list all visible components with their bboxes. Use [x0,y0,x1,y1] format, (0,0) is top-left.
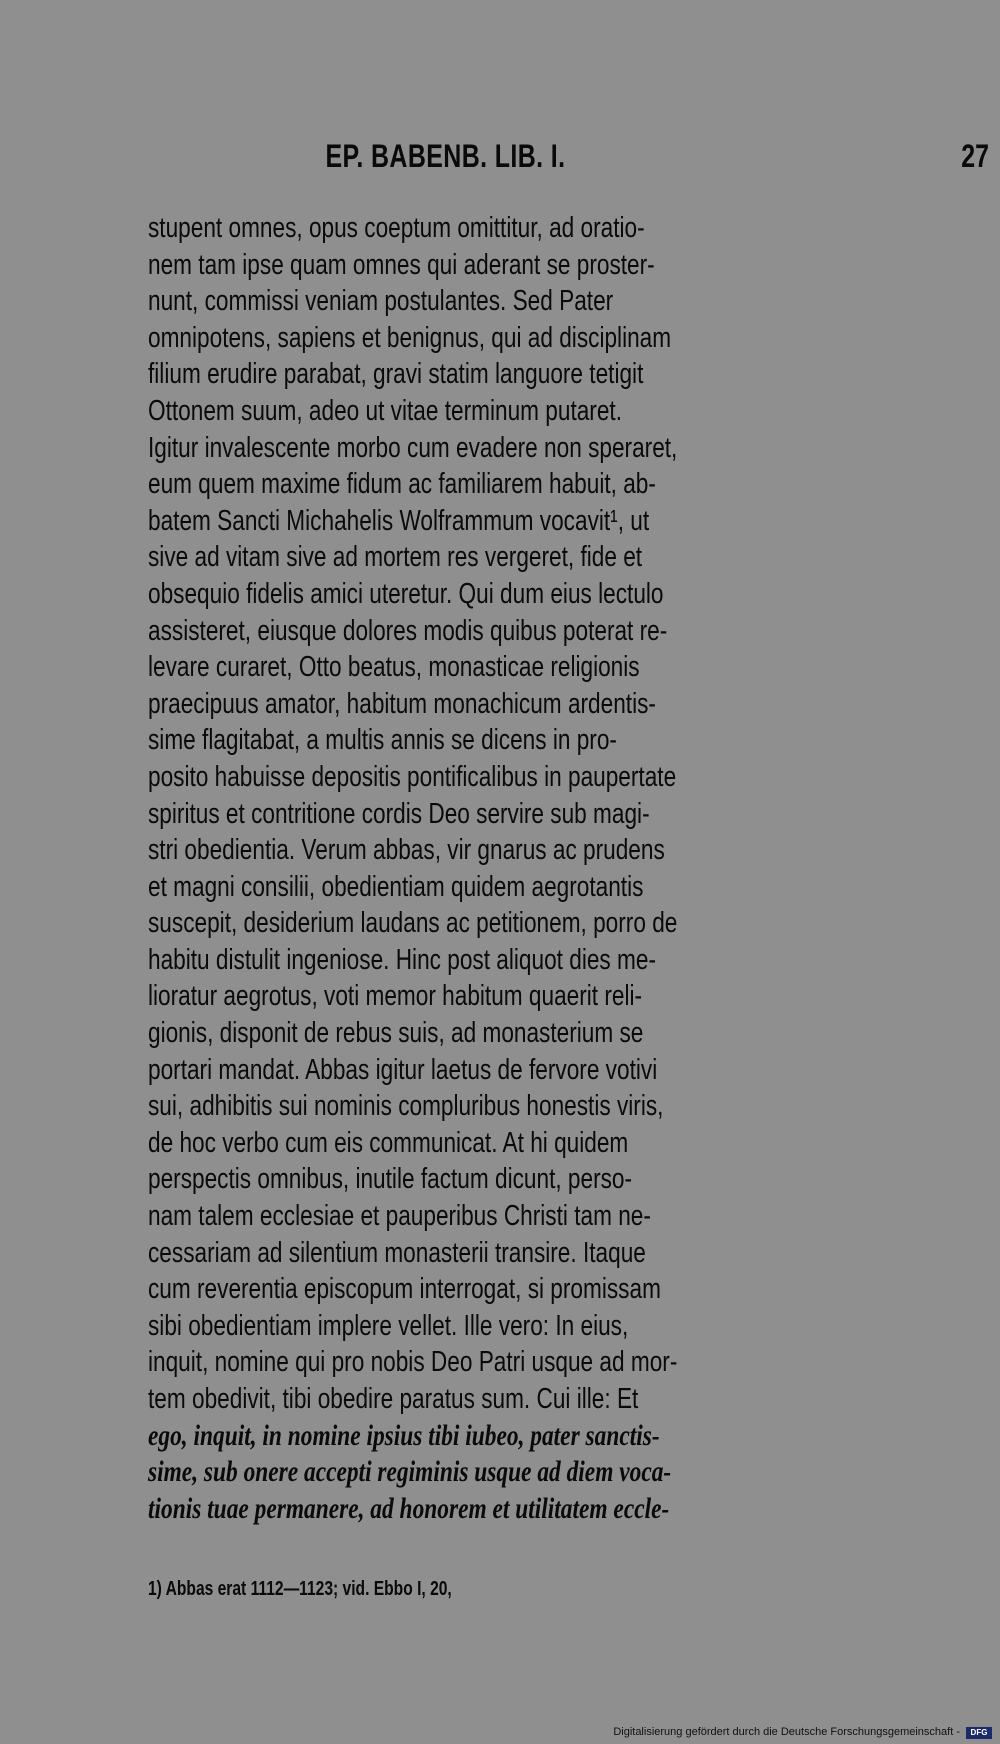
text-line: sui, adhibitis sui nominis compluribus honestis viris, [148,1090,664,1123]
text-line: inquit, nomine qui pro nobis Deo Patri usque ad mor- [148,1346,678,1379]
text-line: cum reverentia episcopum interrogat, si promissam [148,1273,661,1306]
page-header-title: EP. BABENB. LIB. I. [325,138,566,174]
text-line: posito habuisse depositis pontificalibus in paupertate [148,760,677,793]
text-line: sibi obedientiam implere vellet. Ille vero: In eius, [148,1309,629,1342]
text-line: de hoc verbo cum eis communicat. At hi quidem [148,1126,629,1159]
text-line: spiritus et contritione cordis Deo servire sub magi- [148,797,650,830]
text-line: ego, inquit, in nomine ipsius tibi iubeo, pater sanctis- [148,1418,660,1452]
text-line: et magni consilii, obedientiam quidem aegrotantis [148,870,644,903]
text-line: eum quem maxime fidum ac familiarem habuit, ab- [148,468,656,501]
text-line: nunt, commissi veniam postulantes. Sed Pater [148,285,614,318]
text-line: praecipuus amator, habitum monachicum ardentis- [148,687,656,720]
page-number: 27 [961,138,989,174]
text-line: portari mandat. Abbas igitur laetus de fervore votivi [148,1053,658,1086]
text-line: stupent omnes, opus coeptum omittitur, ad oratio- [148,212,645,244]
text-line: obsequio fidelis amici uteretur. Qui dum eius lectulo [148,577,664,610]
text-line: nem tam ipse quam omnes qui aderant se proster- [148,248,655,281]
text-line: assisteret, eiusque dolores modis quibus poterat re- [148,614,668,647]
text-line: sime, sub onere accepti regiminis usque ad diem voca- [148,1455,672,1489]
text-line: nam talem ecclesiae et pauperibus Christi tam ne- [148,1200,651,1233]
text-line: habitu distulit ingeniose. Hinc post aliquot dies me- [148,943,656,976]
text-line: tionis tuae permanere, ad honorem et utilitatem eccle- [148,1491,670,1525]
text-line: cessariam ad silentium monasterii transire. Itaque [148,1236,646,1269]
text-line: Ottonem suum, adeo ut vitae terminum putaret. [148,394,622,427]
footnote: 1) Abbas erat 1112—1123; vid. Ebbo I, 20, [148,1578,452,1600]
text-line: levare curaret, Otto beatus, monasticae religionis [148,651,640,684]
text-line: sime flagitabat, a multis annis se dicens in pro- [148,724,617,757]
text-line: omnipotens, sapiens et benignus, qui ad disciplinam [148,321,672,354]
body-text [148,210,848,1527]
text-line: perspectis omnibus, inutile factum dicunt, perso- [148,1163,633,1196]
text-line: gionis, disponit de rebus suis, ad monasterium se [148,1017,644,1050]
text-line: lioratur aegrotus, voti memor habitum quaerit reli- [148,980,643,1013]
dfg-logo: DFG [966,1727,992,1739]
digitization-credit: Digitalisierung gefördert durch die Deutsche Forschungsgemeinschaft - [613,1726,960,1738]
text-line: filium erudire parabat, gravi statim languore tetigit [148,358,644,391]
running-head [150,138,989,178]
text-line: Igitur invalescente morbo cum evadere non speraret, [148,431,678,464]
text-line: sive ad vitam sive ad mortem res vergeret, fide et [148,541,643,574]
text-line: suscepit, desiderium laudans ac petitionem, porro de [148,907,678,940]
text-line: stri obedientia. Verum abbas, vir gnarus ac prudens [148,834,665,867]
text-line: tem obedivit, tibi obedire paratus sum. Cui ille: Et [148,1383,639,1415]
text-line: batem Sancti Michahelis Wolframmum vocavit¹, ut [148,504,650,537]
